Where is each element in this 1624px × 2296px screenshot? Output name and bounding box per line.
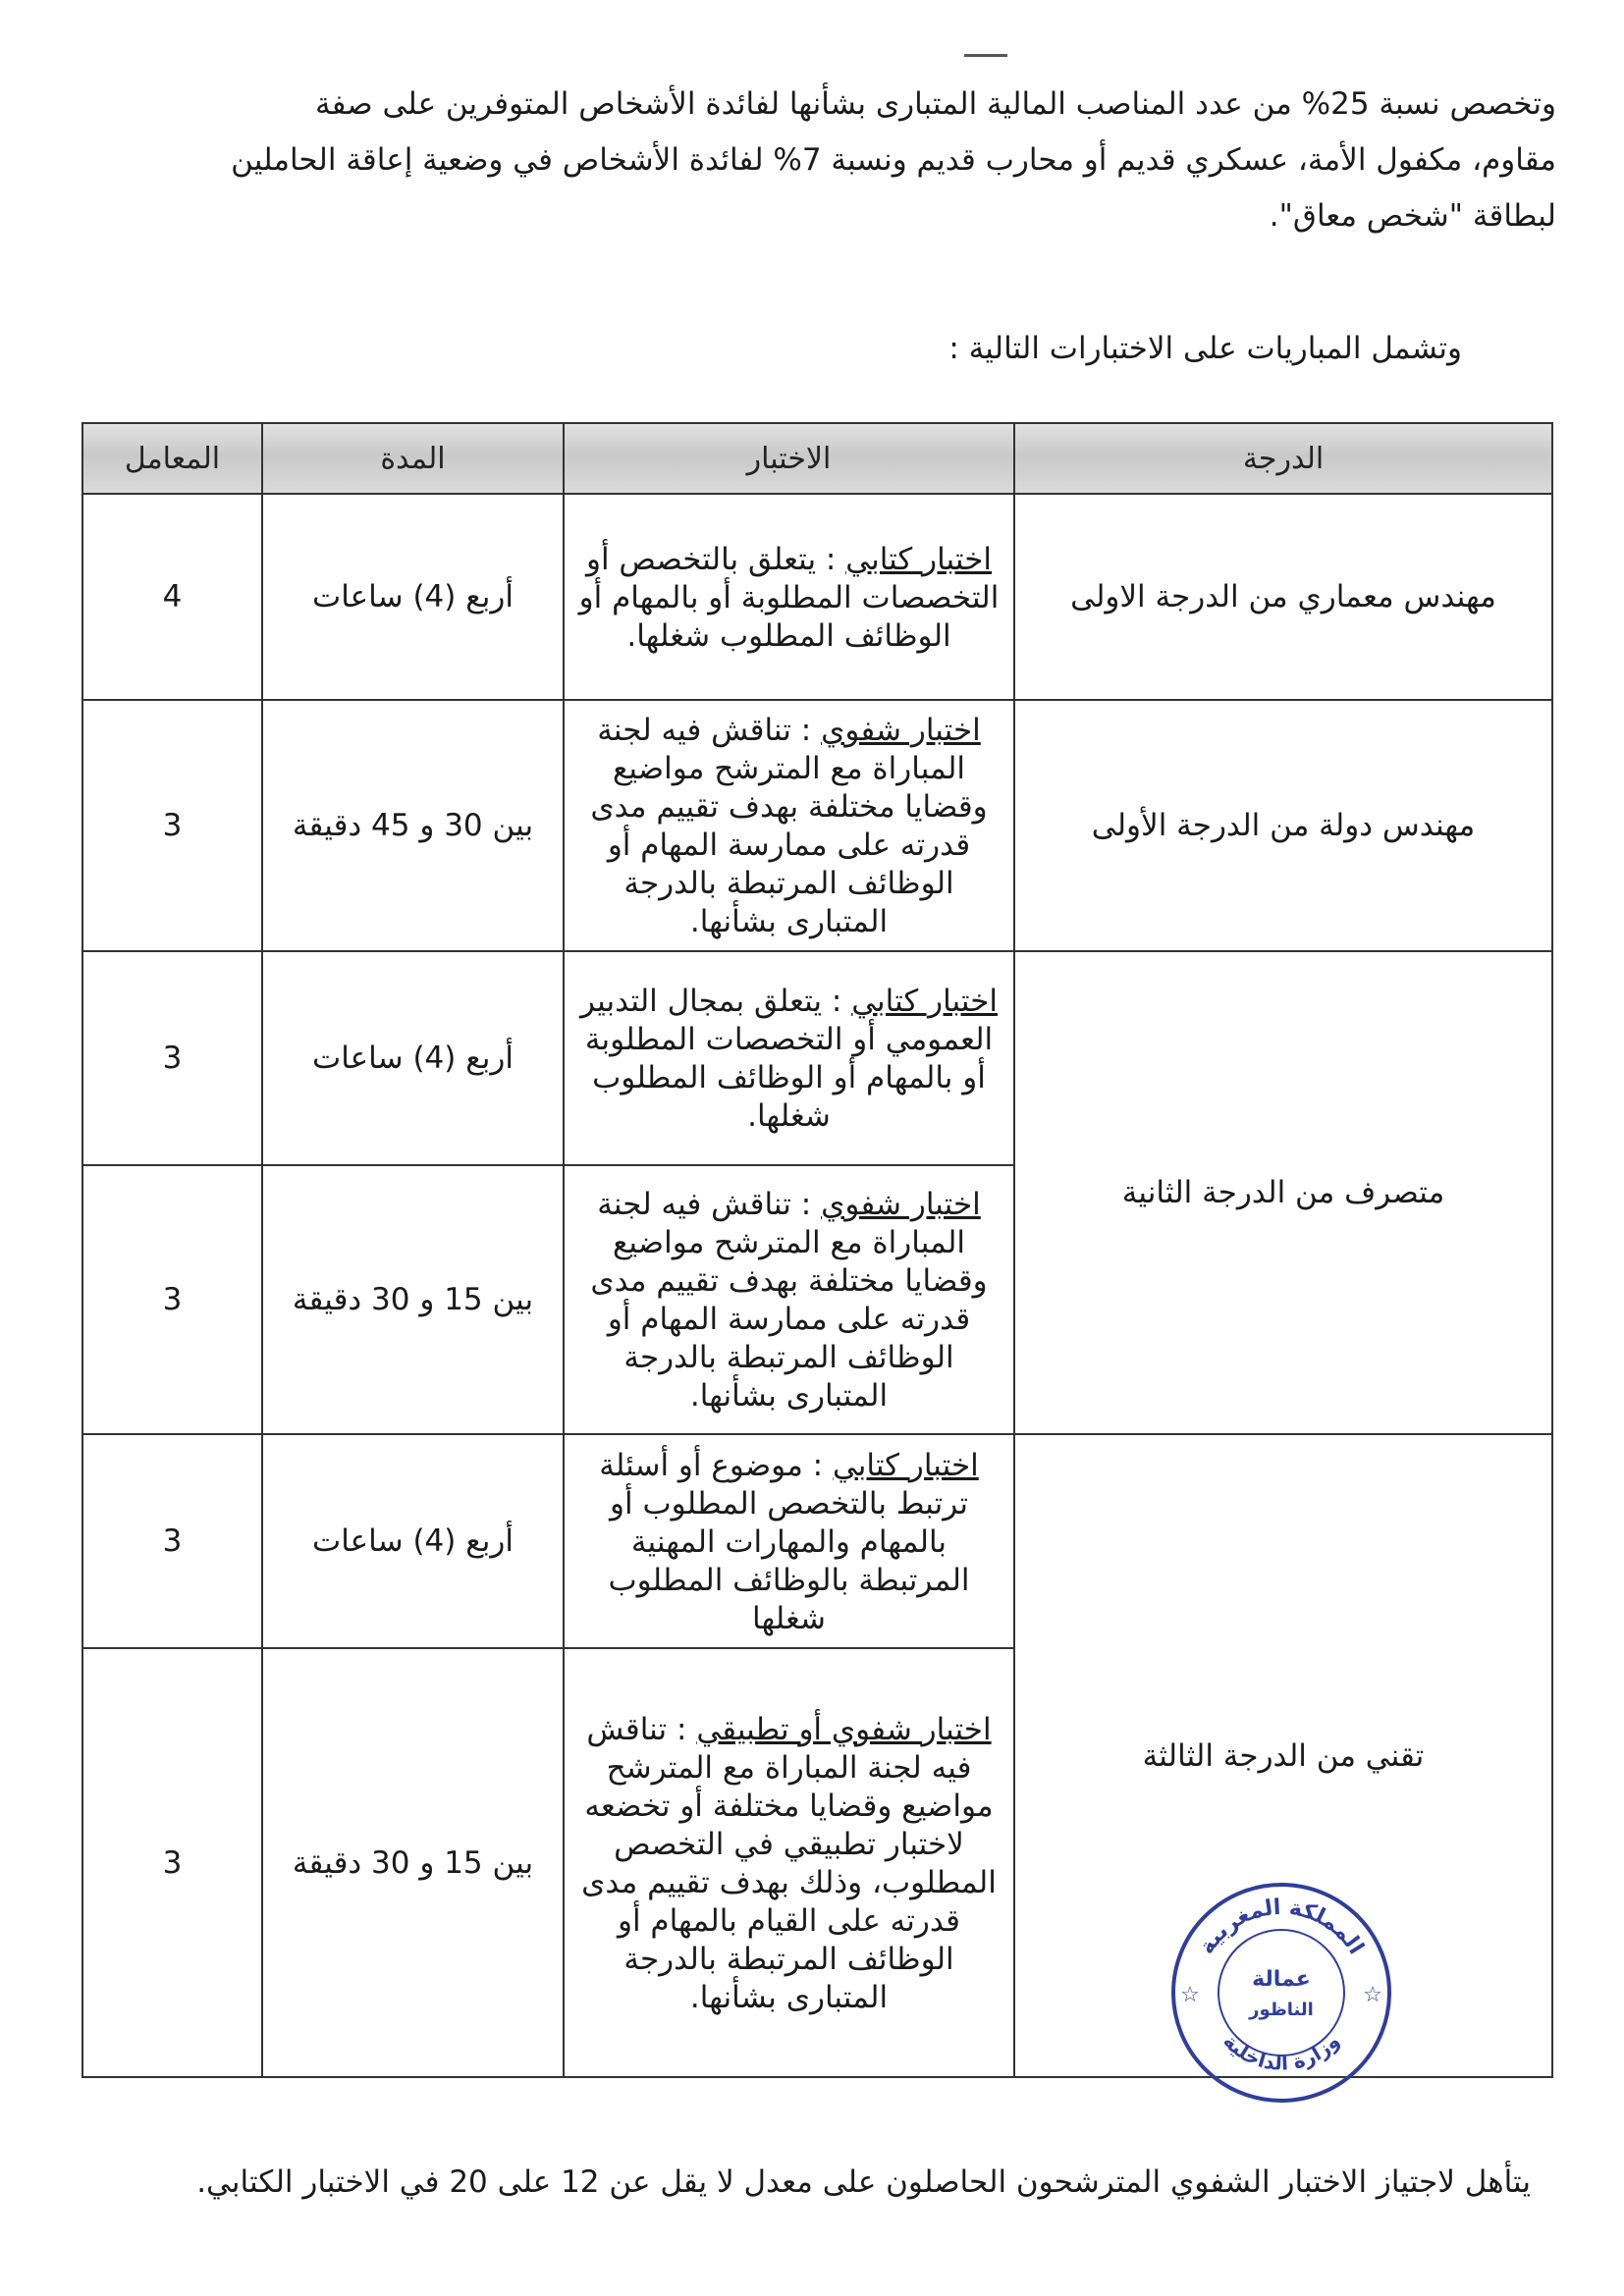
coefficient-cell: 3 — [82, 700, 262, 951]
test-cell — [564, 1165, 1014, 1434]
table-row — [82, 1434, 1552, 1648]
duration-cell: أربع (4) ساعات — [262, 494, 564, 700]
stamp-star-left-icon: ☆ — [1180, 1983, 1200, 2007]
header-coefficient: المعامل — [82, 423, 262, 494]
table-row — [82, 700, 1552, 951]
test-cell — [564, 1648, 1014, 2077]
test-description: : يتعلق بالتخصص أو التخصصات المطلوبة أو بالمهام أو الوظائف المطلوب شغلها. — [578, 541, 1000, 654]
table-row — [82, 494, 1552, 700]
grade-cell: تقني من الدرجة الثالثة — [1014, 1434, 1552, 2077]
grade-cell: متصرف من الدرجة الثانية — [1014, 951, 1552, 1434]
test-cell — [564, 700, 1014, 951]
grade-cell: مهندس دولة من الدرجة الأولى — [1014, 700, 1552, 951]
test-title: اختبار شفوي أو تطبيقي — [696, 1711, 992, 1747]
test-title: اختبار شفوي — [821, 1187, 981, 1222]
test-title: اختبار شفوي — [821, 713, 981, 748]
coefficient-cell: 3 — [82, 1648, 262, 2077]
duration-cell: بين 15 و 30 دقيقة — [262, 1648, 564, 2077]
test-title: اختبار كتابي — [832, 1447, 979, 1483]
header-duration: المدة — [262, 423, 564, 494]
header-grade: الدرجة — [1014, 423, 1552, 494]
duration-cell: بين 15 و 30 دقيقة — [262, 1165, 564, 1434]
test-description: : يتعلق بمجال التدبير العمومي أو التخصصات المطلوبة أو بالمهام أو الوظائف المطلوب شغلها. — [580, 984, 994, 1134]
footer-note: يتأهل لاجتياز الاختبار الشفوي المترشحون الحاصلون على معدل لا يقل عن 12 على 20 في الاختبار الكتابي. — [196, 2164, 1531, 2200]
table-header-row — [82, 423, 1552, 494]
intro-line-3: لبطاقة "شخص معاق". — [1269, 198, 1556, 234]
test-description: : موضوع أو أسئلة ترتبط بالتخصص المطلوب أو بالمهام والمهارات المهنية المرتبطة بالوظائف المطلوب شغلها — [599, 1447, 970, 1636]
intro-paragraph — [142, 77, 1556, 244]
test-description: : تناقش فيه لجنة المباراة مع المترشح مواضيع وقضايا مختلفة بهدف تقييم مدى قدرته على ممارسة المهام أو الوظائف المرتبطة بالدرجة المتبارى بشأنها. — [590, 1187, 988, 1414]
test-cell — [564, 951, 1014, 1165]
duration-cell: أربع (4) ساعات — [262, 1434, 564, 1648]
coefficient-cell: 3 — [82, 1165, 262, 1434]
exams-table — [81, 422, 1553, 2078]
stamp-middle-text-2: الناظور — [1249, 2000, 1314, 2020]
test-description: : تناقش فيه لجنة المباراة مع المترشح مواضيع وقضايا مختلفة بهدف تقييم مدى قدرته على ممارسة المهام أو الوظائف المرتبطة بالدرجة المتبارى بشأنها. — [590, 713, 988, 939]
coefficient-cell: 3 — [82, 1434, 262, 1648]
duration-cell: أربع (4) ساعات — [262, 951, 564, 1165]
coefficient-cell: 4 — [82, 494, 262, 700]
stamp-top-path: المملكة المغربية — [1194, 1895, 1369, 1959]
intro-line-1: وتخصص نسبة 25% من عدد المناصب المالية المتبارى بشأنها لفائدة الأشخاص المتوفرين على صفة — [314, 86, 1556, 122]
header-test: الاختبار — [564, 423, 1014, 494]
intro-line-2: مقاوم، مكفول الأمة، عسكري قديم أو محارب قديم ونسبة 7% لفائدة الأشخاص في وضعية إعاقة الحاملين — [231, 142, 1556, 178]
duration-cell: بين 30 و 45 دقيقة — [262, 700, 564, 951]
grade-cell: مهندس معماري من الدرجة الاولى — [1014, 494, 1552, 700]
official-stamp — [1168, 1880, 1394, 2106]
test-description: : تناقش فيه لجنة المباراة مع المترشح مواضيع وقضايا مختلفة أو تخضعه لاختبار تطبيقي في التخصص المطلوب، وذلك بهدف تقييم مدى قدرته على القيام بالمهام أو الوظائف المرتبطة بالدرجة المتبارى بشأنها. — [581, 1711, 997, 2015]
tests-lead-sentence: وتشمل المباريات على الاختبارات التالية : — [948, 331, 1462, 366]
stamp-bottom-path: وزارة الداخلية — [1218, 2029, 1344, 2075]
test-title: اختبار كتابي — [851, 984, 998, 1019]
stamp-bottom-text — [1218, 2029, 1344, 2074]
scan-mark — [964, 54, 1007, 57]
stamp-star-right-icon: ☆ — [1363, 1983, 1382, 2007]
test-title: اختبار كتابي — [845, 541, 993, 577]
test-cell — [564, 1434, 1014, 1648]
stamp-middle-text-1: عمالة — [1252, 1967, 1311, 1992]
table-row — [82, 951, 1552, 1165]
coefficient-cell: 3 — [82, 951, 262, 1165]
test-cell — [564, 494, 1014, 700]
